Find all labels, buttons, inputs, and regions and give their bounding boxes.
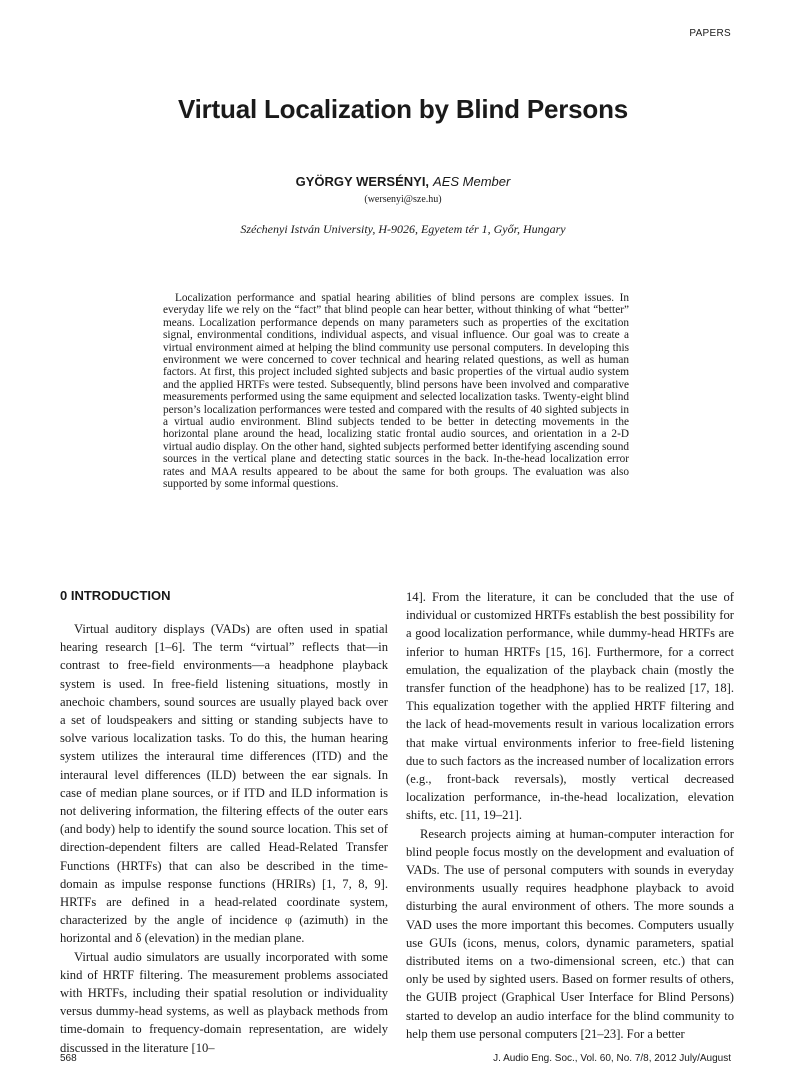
body-column-right (406, 588, 734, 1043)
paper-title: Virtual Localization by Blind Persons (177, 94, 629, 124)
journal-citation: J. Audio Eng. Soc., Vol. 60, No. 7/8, 2012 July/August (493, 1053, 731, 1064)
author-line (0, 174, 806, 189)
author-email: (wersenyi@sze.hu) (364, 194, 442, 205)
paragraph: Virtual audio simulators are usually incorporated with some kind of HRTF filtering. The measurement problems associated with HRTFs, including their spatial resolution or individuality versus dummy-head systems, as well as playback methods from time-domain to frequency-domain representation, are widely discussed in the literature [10– (60, 949, 388, 1055)
author-name: GYÖRGY WERSÉNYI, (295, 174, 430, 189)
author-membership: AES Member (433, 174, 511, 189)
paragraph: 14]. From the literature, it can be concluded that the use of individual or customized HRTFs establish the best possibility for a good localization performance, while dummy-head HRTFs are inferior to human HRTFs [15, 16]. Furthermore, for a correct emulation, the equalization of the playback chain (mostly the transfer function of the headphone) has to be realized [17, 18]. This equalization together with the applied HRTF filtering and the lack of head-movements result in various localization errors that make virtual environments inferior to free-field listening due to such factors as the increased number of localization errors (e.g., front-back reversals), mostly vertical decreased localization performance, in-the-head localization, elevation shifts, etc. [11, 19–21]. (406, 590, 734, 823)
section-label: PAPERS (689, 28, 731, 39)
page-number: 568 (60, 1053, 77, 1064)
paragraph: Virtual auditory displays (VADs) are often used in spatial hearing research [1–6]. The term “virtual” reflects that—in contrast to free-field environments—a headphone playback system is used. In free-field listening situations, mostly in anechoic chambers, sound sources are usually played back over a set of loudspeakers and sitting or standing subjects have to solve various localization tasks. To do this, the human hearing system utilizes the interaural time differences (ITD) and the interaural level differences (ILD) between the ear signals. In case of median plane sources, or if ITD and ILD information is not delivering information, the filtering effects of the outer ears (and body) help to identify the sound source location. This set of direction-dependent filters are called Head-Related Transfer Functions (HRTFs) that can also be described in the time-domain as impulse response functions (HRIRs) [1, 7, 8, 9]. HRTFs are defined in a head-related coordinate system, characterized by the angle of incidence φ (azimuth) in the horizontal and δ (elevation) in the median plane. (60, 622, 388, 946)
paragraph: Research projects aiming at human-computer interaction for blind people focus mostly on the development and evaluation of VADs. The use of personal computers with sounds in everyday environments usually requires headphone playback to avoid disturbing the aural environment of others. The more sounds a VAD uses the more important this becomes. Computers usually use GUIs (icons, menus, colors, dynamic parameters, spatial distributed items on a two-dimensional screen, etc.) that can only be used by sighted users. Based on former results of others, the GUIB project (Graphical User Interface for Blind Persons) started to develop an audio interface for the blind community to help them use personal computers [21–23]. For a better (406, 826, 734, 1041)
section-heading-introduction: 0 INTRODUCTION (60, 588, 171, 603)
author-affiliation: Széchenyi István University, H-9026, Egyetem tér 1, Győr, Hungary (240, 222, 566, 236)
body-column-left (60, 588, 388, 1057)
abstract: Localization performance and spatial hearing abilities of blind persons are complex issues. In everyday life we rely on the “fact” that blind people can hear better, without thinking of what “better” means. Localization performance depends on many parameters such as properties of the excitation signal, environmental conditions, individual aspects, and visual influence. Our goal was to create a virtual environment aimed at helping the blind community use personal computers. In developing this environment we were concerned to cover technical and hearing related questions, as well as human factors. At first, this project included sighted subjects and basic properties of the virtual audio system and the applied HRTFs were tested. Subsequently, blind persons have been involved and comparative measurements performed using the same equipment and selected localization tasks. Twenty-eight blind person’s localization performances were tested and compared with the results of 40 sighted subjects in a virtual audio environment. Blind subjects tended to be better in detecting movements in the horizontal plane around the head, localizing static frontal audio sources, and orientation in a 2-D virtual audio display. On the other hand, sighted subjects performed better identifying ascending sound sources in the vertical plane and detecting static sources in the back. In-the-head localization error rates and MAA results appeared to be about the same for both groups. The evaluation was also supported by some informal questions. (163, 292, 629, 491)
